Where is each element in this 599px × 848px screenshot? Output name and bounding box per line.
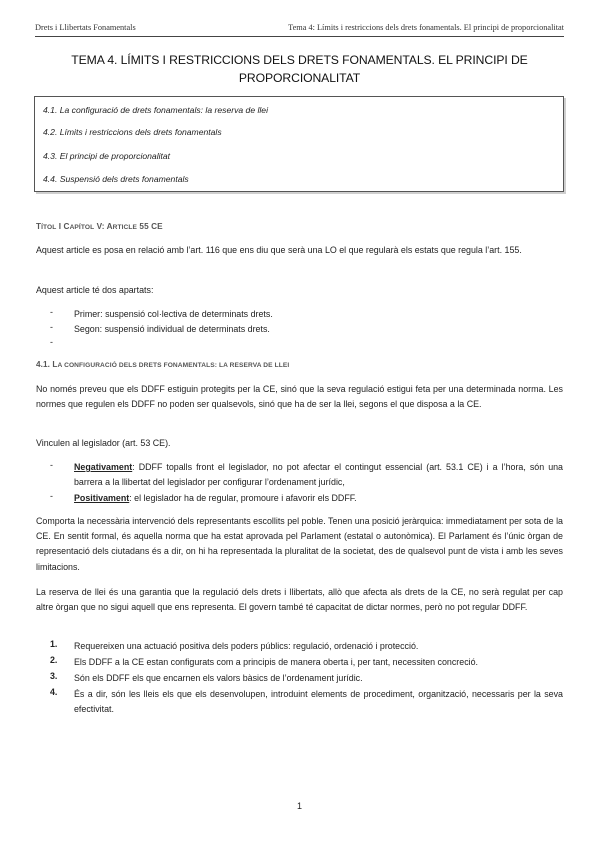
list-bullet: - (50, 322, 53, 332)
list-item: Primer: suspensió col·lectiva de determinats drets. (74, 309, 273, 319)
list-item: Segon: suspensió individual de determinats drets. (74, 324, 270, 334)
toc-item: 4.4. Suspensió dels drets fonamentals (43, 174, 189, 184)
header-rule (35, 36, 564, 37)
section-heading-article-55: TÍTOL I CAPÍTOL V: ARTICLE 55 CE (36, 222, 163, 231)
running-header (35, 23, 564, 35)
numbered-list-item: És a dir, són les lleis els que els desenvolupen, introduint elements de procediment, organització, necessaris per la seva efectivitat. (74, 689, 563, 715)
page-number: 1 (296, 801, 302, 811)
table-of-contents (34, 96, 564, 192)
body-paragraph: Comporta la necessària intervenció dels representants escollits pel poble. Tenen una posició jeràrquica: immediatament per sota de la CE. En sentit formal, és aquella norma que ha estat aprovada pel Parlament (estatal o autonòmica). El Parlament és l’únic òrgan de representació dels ciutadans és a dir, on hi ha representada la pluralitat de la societat, des de qualsevol punt de vista i amb les seves limitacions. (36, 516, 563, 572)
page-title-line-2: PROPORCIONALITAT (238, 71, 361, 85)
header-chapter-title: Tema 4: Límits i restriccions dels drets fonamentals. El principi de proporcionalitat (288, 23, 564, 32)
numbered-list-item: Els DDFF a la CE estan configurats com a principis de manera oberta i, per tant, necessiten concreció. (74, 657, 478, 667)
list-number: 4. (50, 687, 58, 697)
list-bullet: - (50, 491, 53, 501)
list-item-negativament: Negativament: DDFF topalls front el legislador, no pot afectar el contingut essencial (art. 53.1 CE) i a l’hora, són una barrera a la llibertat del legislador per configurar l’ordenament jurídic, (74, 462, 563, 488)
toc-item: 4.1. La configuració de drets fonamentals: la reserva de llei (43, 105, 268, 115)
numbered-list-item: Són els DDFF els que encarnen els valors bàsics de l’ordenament jurídic. (74, 673, 363, 683)
page-title (60, 51, 539, 87)
list-bullet: - (50, 337, 53, 347)
body-paragraph: Vinculen al legislador (art. 53 CE). (36, 438, 171, 448)
list-bullet: - (50, 460, 53, 470)
list-bullet: - (50, 307, 53, 317)
list-item-positivament: Positivament: el legislador ha de regular, promoure i afavorir els DDFF. (74, 493, 357, 503)
list-number: 1. (50, 639, 58, 649)
numbered-list-item: Requereixen una actuació positiva dels poders públics: regulació, ordenació i protecció. (74, 641, 419, 651)
intro-paragraph-apartats: Aquest article té dos apartats: (36, 285, 154, 295)
term-negativament: Negativament (74, 462, 133, 472)
toc-item: 4.3. El principi de proporcionalitat (43, 151, 171, 161)
body-paragraph: No només preveu que els DDFF estiguin protegits per la CE, sinó que la seva regulació estigui feta per una determinada norma. Les normes que regulen els DDFF no poden ser qualsevols, sinó que ha de ser la llei, segons el que disposa a la CE. (36, 384, 563, 410)
header-course-title: Drets i Llibertats Fonamentals (35, 23, 136, 32)
list-number: 3. (50, 671, 58, 681)
body-paragraph: La reserva de llei és una garantia que la regulació dels drets i llibertats, allò que afecta als drets de la CE, no serà regulat per cap altre òrgan que no sigui aquell que ens representa. El govern també té capacitat de dictar normes, però no pot regular DDFF. (36, 587, 563, 613)
toc-item: 4.2. Límits i restriccions dels drets fonamentals (43, 127, 222, 137)
term-positivament: Positivament (74, 493, 130, 503)
intro-paragraph: Aquest article es posa en relació amb l’art. 116 que ens diu que serà una LO el que regularà els estats que regula l’art. 155. (36, 245, 522, 255)
page-title-line-1: TEMA 4. LÍMITS I RESTRICCIONS DELS DRETS FONAMENTALS. EL PRINCIPI DE (71, 53, 528, 67)
list-number: 2. (50, 655, 58, 665)
section-heading-4-1: 4.1. LA CONFIGURACIÓ DELS DRETS FONAMENTALS: LA RESERVA DE LLEI (36, 360, 290, 369)
